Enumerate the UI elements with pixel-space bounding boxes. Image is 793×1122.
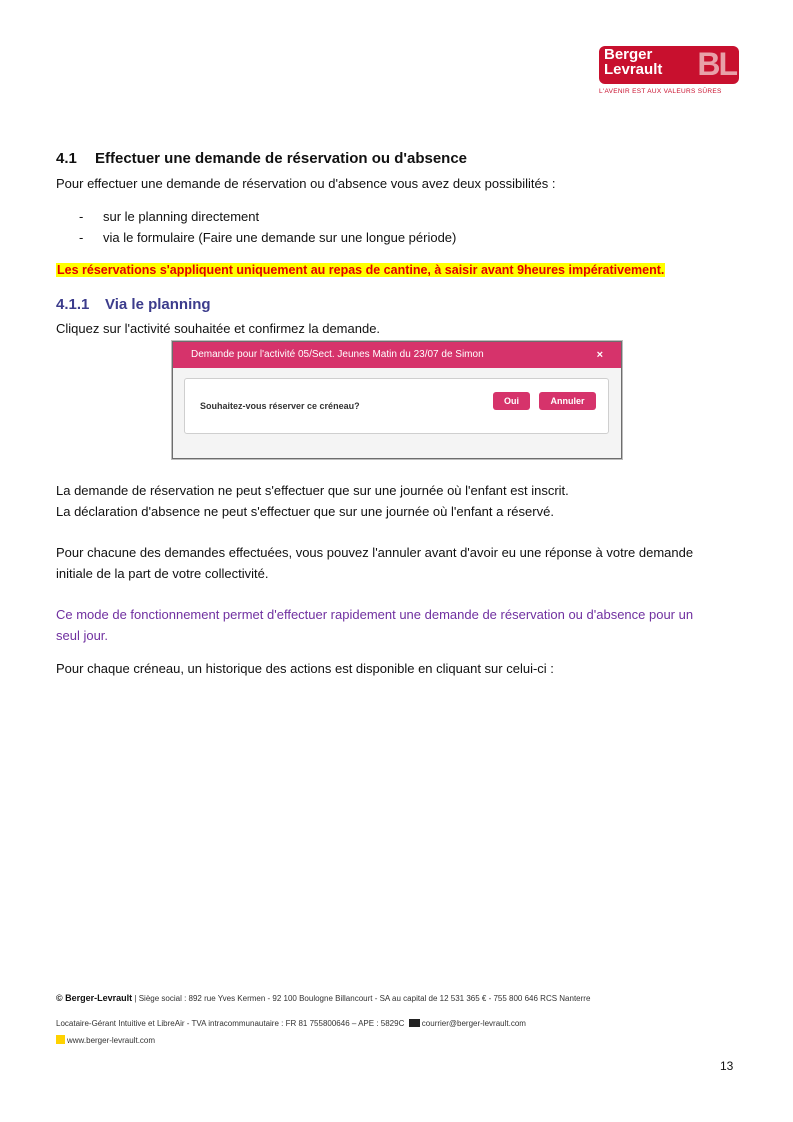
paragraph-mode-2: seul jour. xyxy=(56,628,109,643)
logo-wordmark xyxy=(604,47,662,77)
footer-tva: Locataire-Gérant Intuitive et LibreAir - TVA intracommunautaire : FR 81 755800646 – APE : 5829C xyxy=(56,1019,405,1028)
paragraph-annulation-2: initiale de la part de votre collectivité. xyxy=(56,566,269,581)
section-number: 4.1 xyxy=(56,150,77,167)
subsection-title: Via le planning xyxy=(105,296,211,313)
logo-tagline: L'AVENIR EST AUX VALEURS SÛRES xyxy=(599,88,722,95)
page-number: 13 xyxy=(720,1059,734,1073)
dialog-body xyxy=(184,378,609,434)
close-icon[interactable]: × xyxy=(596,349,603,361)
footer-brand: © Berger-Levrault xyxy=(56,993,133,1003)
footer-line-1 xyxy=(56,993,590,1003)
logo-bl-mark: BL xyxy=(697,46,736,82)
berger-levrault-logo xyxy=(599,46,739,98)
paragraph-absence: La déclaration d'absence ne peut s'effectuer que sur une journée où l'enfant a réservé. xyxy=(56,504,554,519)
dialog-title: Demande pour l'activité 05/Sect. Jeunes Matin du 23/07 de Simon xyxy=(191,349,484,360)
bullet-item-formulaire xyxy=(79,230,579,246)
subsection-intro: Cliquez sur l'activité souhaitée et confirmez la demande. xyxy=(56,321,381,336)
oui-button[interactable]: Oui xyxy=(493,392,530,410)
bullet-text: via le formulaire (Faire une demande sur une longue période) xyxy=(103,230,457,245)
section-intro: Pour effectuer une demande de réservation ou d'absence vous avez deux possibilités : xyxy=(56,176,556,191)
logo-line2: Levrault xyxy=(604,61,663,78)
logo-box xyxy=(599,46,739,84)
paragraph-annulation-1: Pour chacune des demandes effectuées, vous pouvez l'annuler avant d'avoir eu une réponse à votre demande xyxy=(56,545,694,560)
footer-separator: | xyxy=(134,994,137,1003)
paragraph-historique: Pour chaque créneau, un historique des actions est disponible en cliquant sur celui-ci : xyxy=(56,661,554,676)
dialog-question: Souhaitez-vous réserver ce créneau? xyxy=(200,401,360,411)
website-icon xyxy=(56,1035,65,1044)
subsection-heading xyxy=(56,296,211,313)
footer-website[interactable]: www.berger-levrault.com xyxy=(67,1036,156,1045)
dialog-header xyxy=(173,342,621,368)
reservation-dialog xyxy=(172,341,622,459)
logo-line1: Berger xyxy=(604,46,653,63)
footer-siege: Siège social : 892 rue Yves Kermen - 92 100 Boulogne Billancourt - SA au capital de 12 531 365 € - 755 800 646 RCS Nanterre xyxy=(138,994,591,1003)
mail-icon xyxy=(409,1019,420,1027)
footer-line-2 xyxy=(56,1019,526,1028)
subsection-number: 4.1.1 xyxy=(56,296,90,313)
footer-email[interactable]: courrier@berger-levrault.com xyxy=(421,1019,526,1028)
bullet-item-planning xyxy=(79,209,579,225)
bullet-dash: - xyxy=(79,230,84,245)
footer-line-3 xyxy=(56,1035,155,1045)
section-title: Effectuer une demande de réservation ou d'absence xyxy=(95,150,468,167)
warning-highlight: Les réservations s'appliquent uniquement au repas de cantine, à saisir avant 9heures impérativement. xyxy=(57,263,665,277)
paragraph-mode-1: Ce mode de fonctionnement permet d'effectuer rapidement une demande de réservation ou d'absence pour un xyxy=(56,607,694,622)
section-heading xyxy=(56,150,467,167)
annuler-button[interactable]: Annuler xyxy=(539,392,596,410)
bullet-dash: - xyxy=(79,209,84,224)
bullet-text: sur le planning directement xyxy=(103,209,260,224)
paragraph-inscription: La demande de réservation ne peut s'effectuer que sur une journée où l'enfant est inscrit. xyxy=(56,483,569,498)
